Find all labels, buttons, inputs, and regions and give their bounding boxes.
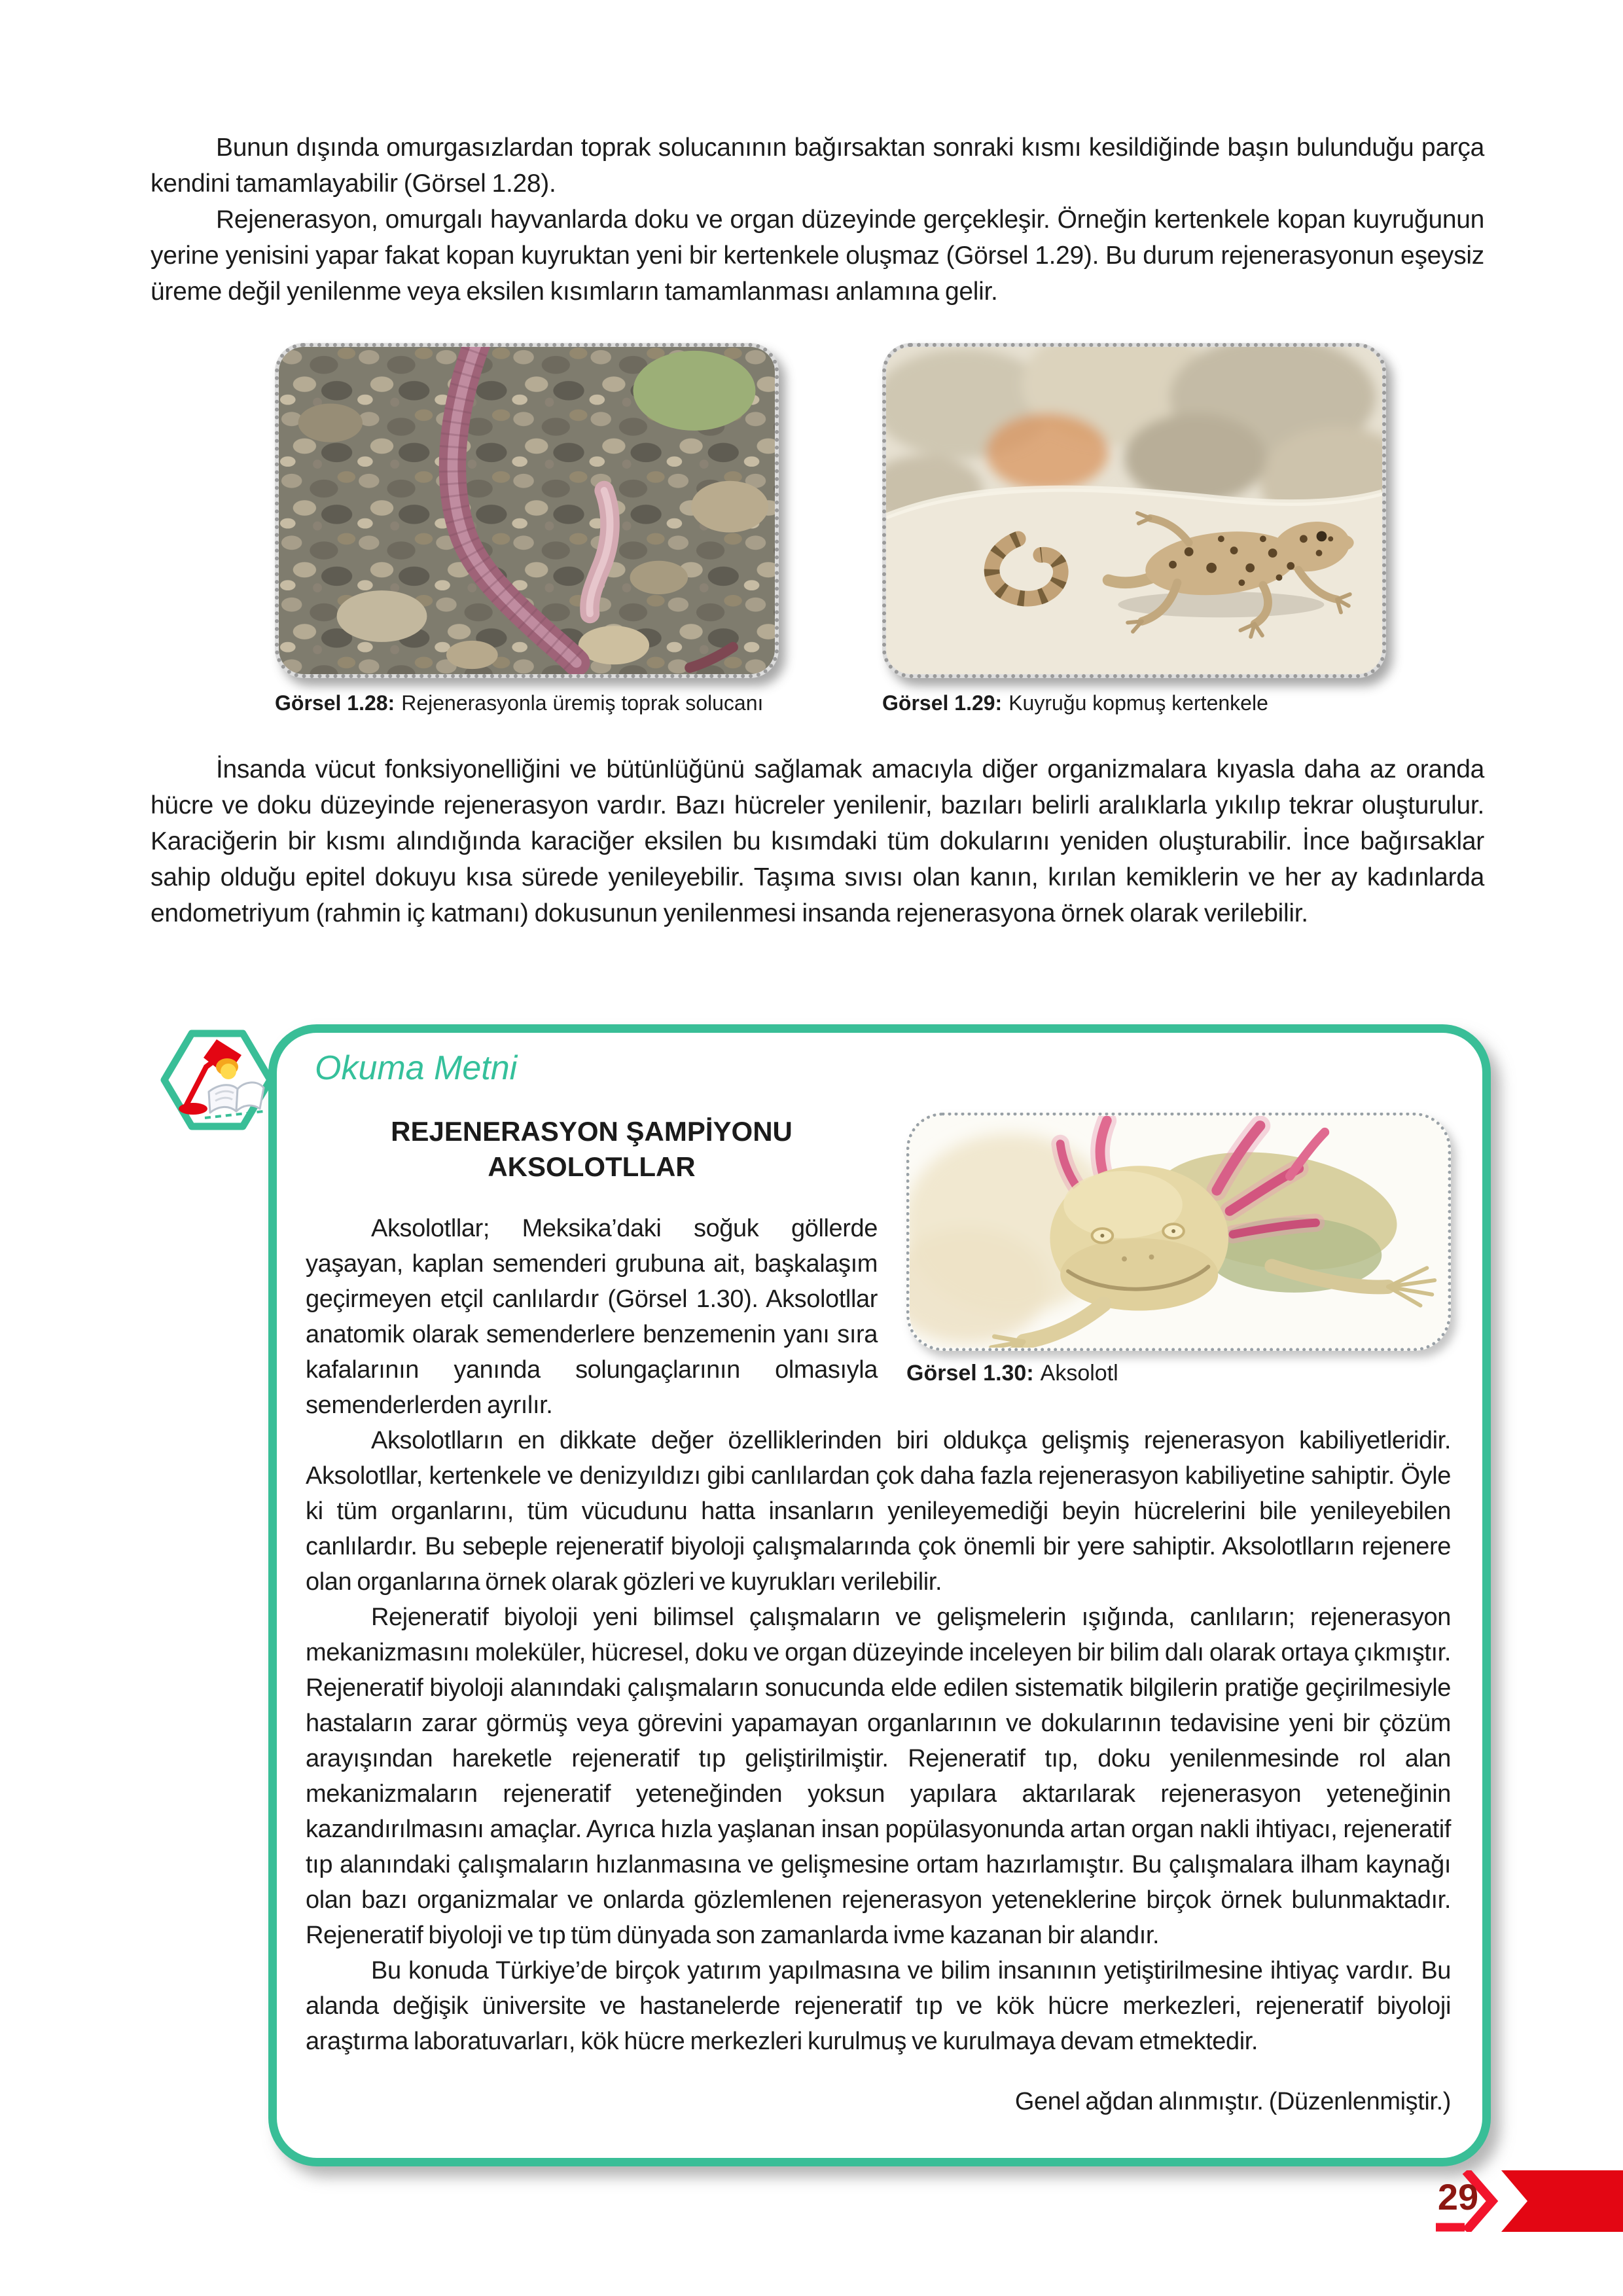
caption-label: Görsel 1.30: (906, 1361, 1034, 1386)
reading-badge (158, 1025, 277, 1135)
desk-lamp-and-open-book-icon (158, 1025, 277, 1135)
reading-box (268, 1024, 1491, 2166)
figure-worm (275, 343, 779, 716)
gecko-photo (882, 343, 1386, 678)
intro-section (151, 130, 1484, 310)
reading-paragraph-1: Aksolotllar; Meksika’daki soğuk göllerde yaşayan, kaplan semenderi grubuna ait, başkalaşım geçirmeyen etçil canlılardır (Görsel 1.30). Aksolotllar anatomik olarak semenderlere benzemenin yanı sıra kafalarının yanında solungaçlarının olmasıyla semenderlerden ayrılır. (306, 1215, 878, 1419)
gecko-photo-illustration (886, 347, 1382, 674)
caption-label: Görsel 1.28: (275, 691, 395, 715)
earthworm-photo-illustration (279, 347, 775, 674)
page-number: 29 (1437, 2176, 1479, 2217)
reading-box-heading: Okuma Metni (315, 1049, 518, 1087)
caption-text: Rejenerasyonla üremiş toprak solucanı (401, 691, 764, 715)
page-footer (1424, 2170, 1623, 2232)
intro-paragraph-3: İnsanda vücut fonksiyonelliğini ve bütünlüğünü sağlamak amacıyla diğer organizmalara kıyasla daha az oranda hücre ve doku düzeyinde rejenerasyon vardır. Bazı hücreler yenilenir, bazıları belirli aralıklarla yıkılıp tekrar oluşturulur. Karaciğerin bir kısmı alındığında karaciğer eksilen bu kısımdaki tüm dokularını yeniden oluşturabilir. İnce bağırsaklar sahip olduğu epitel dokuyu kısa sürede yenileyebilir. Taşıma sıvısı olan kanın, kırılan kemiklerin ve her ay kadınlarda endometriyum (rahmin iç katmanı) dokusunun yenilenmesi insanda rejenerasyona örnek olarak verilebilir. (151, 755, 1484, 927)
figure-gecko (882, 343, 1386, 716)
reading-box-content (277, 1033, 1482, 2158)
figure-axolotl (906, 1113, 1451, 1386)
reading-paragraph-4: Bu konuda Türkiye’de birçok yatırım yapılmasına ve bilim insanının yetiştirilmesine ihtiyaç vardır. Bu alanda değişik üniversite ve hastanelerde rejeneratif tıp ve kök hücre merkezleri, rejeneratif biyoloji araştırma laboratuvarları, kök hücre merkezleri kurulmuş ve kurulmaya devam etmektedir. (306, 1957, 1451, 2055)
figure-caption-gecko (882, 690, 1386, 716)
caption-text: Aksolotl (1040, 1361, 1118, 1386)
figure-caption-axolotl (906, 1360, 1451, 1386)
caption-label: Görsel 1.29: (882, 691, 1003, 715)
intro-paragraph-1: Bunun dışında omurgasızlardan toprak solucanının bağırsaktan sonraki kısmı kesildiğinde başın bulunduğu parça kendini tamamlayabilir (Görsel 1.28). (151, 134, 1484, 198)
axolotl-photo-illustration (910, 1116, 1448, 1348)
reading-source: Genel ağdan alınmıştır. (Düzenlenmiştir.) (1014, 2088, 1451, 2115)
axolotl-photo (906, 1113, 1451, 1351)
reading-title: REJENERASYON ŞAMPİYONU AKSOLOTLLAR (391, 1116, 793, 1182)
worm-photo (275, 343, 779, 678)
figure-caption-worm (275, 690, 779, 716)
reading-paragraph-3: Rejeneratif biyoloji yeni bilimsel çalışmaların ve gelişmelerin ışığında, canlıların; rejenerasyon mekanizmasını moleküler, hücresel, doku ve organ düzeyinde inceleyen bir bilim dalı olarak ortaya çıkmıştır. Rejeneratif biyoloji alanındaki çalışmaların sonucunda elde edilen sistematik bilgilerin pratiğe geçirilmesiyle hastaların zarar görmüş veya görevini yapamayan organlarının ve dokularının tedavisine yeni bir çözüm arayışından hareketle rejeneratif tıp geliştirilmiştir. Rejeneratif tıp, doku yenilenmesinde rol alan mekanizmaların rejeneratif yeteneğinden yoksun yapılara aktarılarak rejenerasyon yeteneğinin kazandırılmasını amaçlar. Ayrıca hızla yaşlanan insan popülasyonunda artan organ nakli ihtiyacı, rejeneratif tıp alanındaki çalışmaların hızlanmasına ve gelişmesine ortam hazırlamıştır. Bu çalışmalara ilham kaynağı olan bazı organizmalar ve onlarda gözlemlenen rejenerasyon yeteneklerine birçok örnek bulunmaktadır. Rejeneratif biyoloji ve tıp tüm dünyada son zamanlarda ivme kazanan bir alandır. (306, 1604, 1451, 1949)
caption-text: Kuyruğu kopmuş kertenkele (1008, 691, 1268, 715)
figures-row (275, 343, 1386, 716)
intro-paragraph-2: Rejenerasyon, omurgalı hayvanlarda doku ve organ düzeyinde gerçekleşir. Örneğin kertenkele kopan kuyruğunun yerine yenisini yapar fakat kopan kuyruktan yeni bir kertenkele oluşmaz (Görsel 1.29). Bu durum rejenerasyonun eşeysiz üreme değil yenilenme veya eksilen kısımların tamamlanması anlamına gelir. (151, 206, 1484, 306)
reading-paragraph-2: Aksolotlların en dikkate değer özelliklerinden biri oldukça gelişmiş rejenerasyon kabiliyetleridir. Aksolotllar, kertenkele ve denizyıldızı gibi canlılardan çok daha fazla rejenerasyon kabiliyetine sahiptir. Öyle ki tüm organlarını, tüm vücudunu hatta insanların yenileyemediği beyin hücrelerini bile yenileyebilen canlılardır. Bu sebeple rejeneratif biyoloji çalışmalarında çok önemli bir yere sahiptir. Aksolotlların rejenere olan organlarına örnek olarak gözleri ve kuyrukları verilebilir. (306, 1427, 1451, 1596)
footer-banner (1501, 2170, 1623, 2232)
